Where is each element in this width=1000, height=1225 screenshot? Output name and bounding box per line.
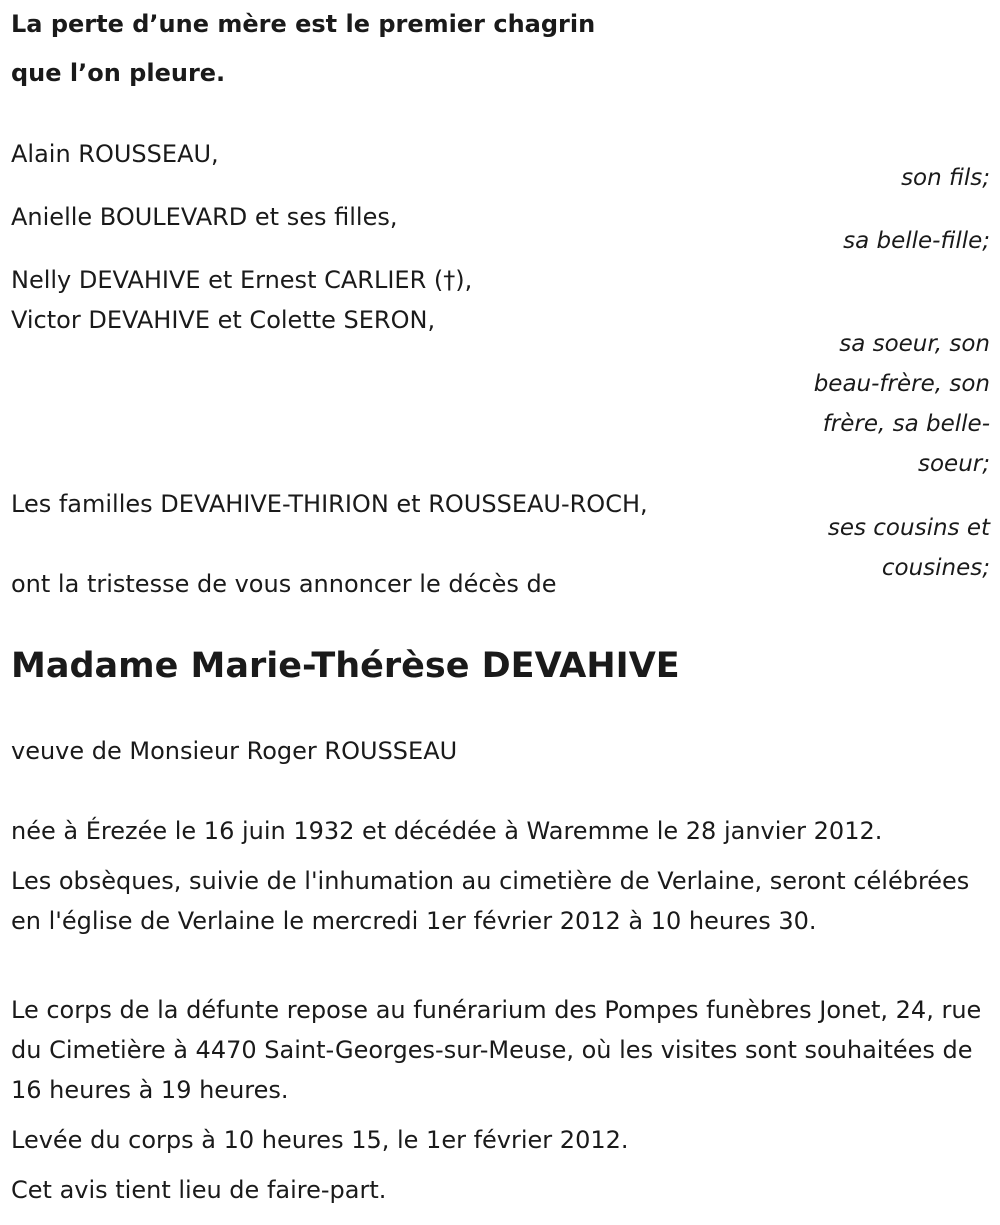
family-name-3a: Nelly DEVAHIVE et Ernest CARLIER (†),	[11, 266, 473, 294]
relation-line: cousines;	[881, 555, 990, 581]
family-relation-3	[814, 324, 990, 484]
family-relation-2: sa belle-fille;	[843, 228, 990, 254]
funeral-paragraph: Les obsèques, suivie de l'inhumation au cimetière de Verlaine, seront célébrées en l'église de Verlaine le mercredi 1er février 2012 à 10 heures 30.	[11, 867, 970, 935]
relation-line: frère, sa belle-	[822, 411, 990, 437]
birth-death-paragraph: née à Érezée le 16 juin 1932 et décédée à Waremme le 28 janvier 2012.	[11, 817, 883, 845]
family-relation-4	[828, 508, 990, 588]
announcement-text: ont la tristesse de vous annoncer le décès de	[11, 570, 557, 598]
family-name-1: Alain ROUSSEAU,	[11, 140, 219, 168]
funerarium-paragraph: Le corps de la défunte repose au funérarium des Pompes funèbres Jonet, 24, rue du Cimetière à 4470 Saint-Georges-sur-Meuse, où les visites sont souhaitées de 16 heures à 19 heures.	[11, 996, 982, 1104]
family-name-3b: Victor DEVAHIVE et Colette SERON,	[11, 306, 436, 334]
levee-paragraph: Levée du corps à 10 heures 15, le 1er février 2012.	[11, 1126, 629, 1154]
quote-line-2: que l’on pleure.	[11, 59, 226, 87]
quote-line-1: La perte d’une mère est le premier chagrin	[11, 10, 596, 38]
relation-line: soeur;	[918, 451, 990, 477]
deceased-name: Madame Marie-Thérèse DEVAHIVE	[11, 646, 680, 686]
relation-line: sa soeur, son	[839, 331, 990, 357]
faire-part-paragraph: Cet avis tient lieu de faire-part.	[11, 1176, 387, 1204]
relation-line: beau-frère, son	[813, 371, 990, 397]
relation-line: ses cousins et	[827, 515, 990, 541]
family-name-2: Anielle BOULEVARD et ses filles,	[11, 203, 398, 231]
family-name-4: Les familles DEVAHIVE-THIRION et ROUSSEAU-ROCH,	[11, 490, 648, 518]
family-relation-1: son fils;	[901, 165, 990, 191]
widow-of-text: veuve de Monsieur Roger ROUSSEAU	[11, 737, 458, 765]
